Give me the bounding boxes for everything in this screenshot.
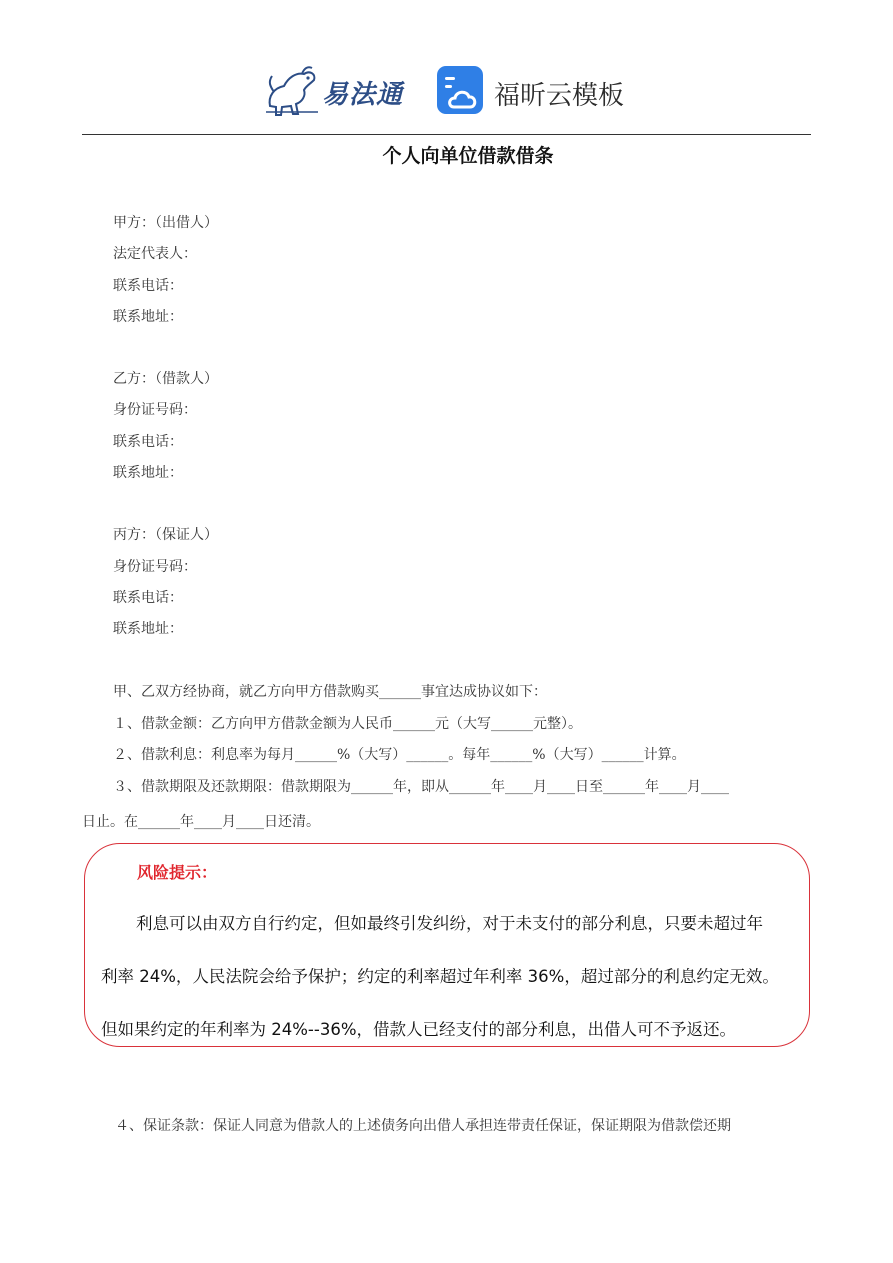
party-c-label: 丙方：（保证人） (113, 527, 218, 543)
party-a-representative: 法定代表人： (113, 246, 197, 262)
page-header (0, 0, 893, 136)
document-title: 个人向单位借款借条 (382, 145, 554, 167)
qilin-icon (262, 62, 322, 118)
yifatong-brand: 易法通 (322, 80, 404, 110)
cloud-template-icon (436, 65, 486, 115)
party-c-address: 联系地址： (113, 621, 183, 637)
clause-term-line-1: ３、借款期限及还款期限：借款期限为______年，即从______年____月____日至______年____月____ (113, 779, 729, 795)
risk-notice-line-1: 利息可以由双方自行约定，但如最终引发纠纷，对于未支付的部分利息，只要未超过年 (136, 914, 763, 933)
party-c-id: 身份证号码： (113, 559, 197, 575)
party-a-address: 联系地址： (113, 309, 183, 325)
party-c-phone: 联系电话： (113, 590, 183, 606)
header-divider (82, 134, 811, 135)
party-a-label: 甲方：（出借人） (113, 215, 218, 231)
fuxin-logo (436, 65, 636, 117)
risk-notice-line-3: 但如果约定的年利率为 24%--36%，借款人已经支付的部分利息，出借人可不予返还。 (101, 1020, 737, 1039)
clause-term-line-2: 日止。在______年____月____日还清。 (82, 814, 320, 830)
party-b-address: 联系地址： (113, 465, 183, 481)
risk-notice-title: 风险提示： (137, 863, 218, 882)
party-b-id: 身份证号码： (113, 402, 197, 418)
yifatong-logo (262, 62, 414, 118)
party-b-label: 乙方：（借款人） (113, 371, 218, 387)
party-a-phone: 联系电话： (113, 278, 183, 294)
clause-guarantee: ４、保证条款：保证人同意为借款人的上述债务向出借人承担连带责任保证，保证期限为借款偿还期 (115, 1118, 731, 1134)
fuxin-brand: 福昕云模板 (494, 81, 625, 111)
clause-interest: ２、借款利息：利息率为每月______%（大写）______。每年______%（大写）______计算。 (113, 747, 686, 763)
party-b-phone: 联系电话： (113, 434, 183, 450)
risk-notice-box (84, 843, 810, 1047)
clause-loan-amount: １、借款金额：乙方向甲方借款金额为人民币______元（大写______元整）。 (113, 716, 582, 732)
agreement-intro: 甲、乙双方经协商，就乙方向甲方借款购买______事宜达成协议如下： (113, 684, 547, 700)
risk-notice-line-2: 利率 24%，人民法院会给予保护；约定的利率超过年利率 36%，超过部分的利息约定无效。 (101, 967, 779, 986)
